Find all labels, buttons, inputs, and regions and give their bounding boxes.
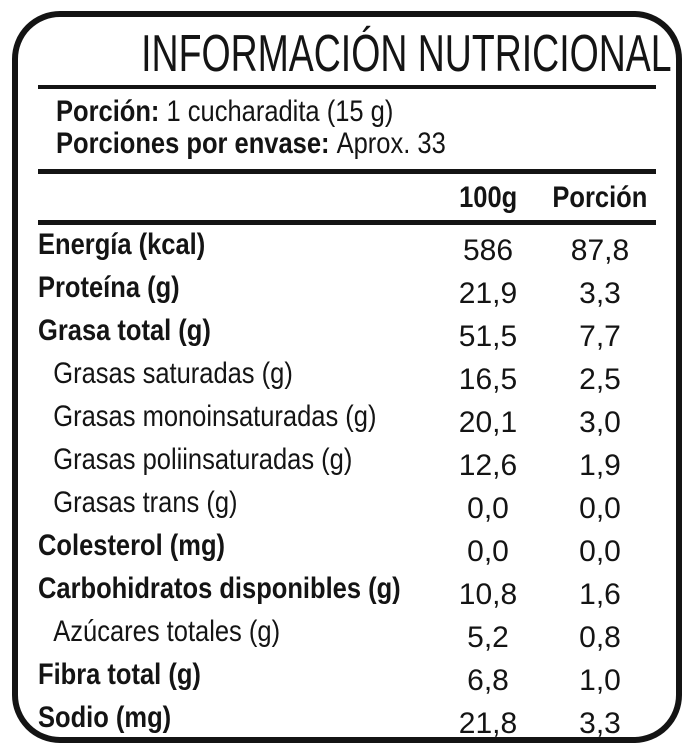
value-per-serving: 0,0: [579, 535, 621, 568]
table-row: [38, 268, 656, 311]
value-per-100g: 12,6: [458, 449, 518, 482]
value-per-serving: 0,8: [579, 621, 621, 654]
nutrient-name-cell: [38, 223, 432, 269]
nutrient-name-cell: [38, 354, 432, 397]
value-per-100g: 5,2: [467, 621, 509, 654]
value-per-100g: 6,8: [467, 664, 509, 697]
value-per-serving: 1,6: [579, 578, 621, 611]
serving-info: [38, 89, 656, 169]
servings-per-container-line: [56, 128, 656, 160]
serving-size-line: [56, 96, 656, 128]
value-per-serving: 3,3: [579, 277, 621, 310]
value-per-serving: 7,7: [579, 320, 621, 353]
table-row: [38, 311, 656, 354]
table-row: [38, 569, 656, 612]
table-row: [38, 612, 656, 655]
column-header-100g-text: 100g: [458, 181, 518, 214]
serving-size-label: Porción:: [56, 95, 160, 128]
header-spacer: [38, 174, 432, 223]
value-per-serving: 87,8: [570, 234, 630, 267]
value-per-100g: 16,5: [458, 363, 518, 396]
nutrient-name: Carbohidratos disponibles (g): [38, 572, 401, 605]
table-row: [38, 440, 656, 483]
value-per-100g: 21,9: [458, 277, 518, 310]
nutrient-name: Grasas poliinsaturadas (g): [53, 443, 353, 476]
nutrient-name-cell: [38, 397, 432, 440]
value-per-100g: 0,0: [467, 492, 509, 525]
nutrient-name: Sodio (mg): [38, 701, 172, 734]
serving-size-text: [56, 96, 393, 128]
nutrient-name: Colesterol (mg): [38, 529, 226, 562]
value-per-serving: 1,0: [579, 664, 621, 697]
nutrient-name-cell: [38, 440, 432, 483]
nutrition-table: [38, 174, 656, 741]
nutrient-name: Grasas trans (g): [53, 486, 238, 519]
table-row: [38, 483, 656, 526]
label-title: [38, 23, 672, 85]
value-per-serving: 0,0: [579, 492, 621, 525]
nutrient-name-cell: [38, 655, 432, 698]
value-per-100g: 586: [462, 234, 514, 267]
nutrient-name-cell: [38, 698, 432, 741]
table-row: [38, 698, 656, 741]
nutrient-name-cell: [38, 483, 432, 526]
column-header-porcion-text: Porción: [552, 181, 648, 214]
table-row: [38, 655, 656, 698]
value-per-100g: 10,8: [458, 578, 518, 611]
serving-size-value: 1 cucharadita (15 g): [166, 95, 394, 128]
nutrient-name: Proteína (g): [38, 271, 180, 304]
value-per-100g: 51,5: [458, 320, 518, 353]
header-row: [38, 174, 656, 223]
nutrient-name-cell: [38, 268, 432, 311]
value-per-serving: 3,0: [579, 406, 621, 439]
servings-per-container-label: Porciones por envase:: [56, 127, 330, 160]
nutrient-name: Grasas monoinsaturadas (g): [53, 400, 377, 433]
nutrient-name-cell: [38, 526, 432, 569]
value-per-100g: 21,8: [458, 707, 518, 740]
nutrient-name: Fibra total (g): [38, 658, 201, 691]
table-row: [38, 223, 656, 269]
nutrient-name: Azúcares totales (g): [53, 615, 281, 648]
nutrient-name: Grasa total (g): [38, 314, 211, 347]
column-header-porcion: [544, 174, 656, 223]
value-per-serving: 3,3: [579, 707, 621, 740]
nutrition-table-body: [38, 223, 656, 742]
nutrient-name-cell: [38, 612, 432, 655]
table-row: [38, 526, 656, 569]
servings-per-container-value: Aprox. 33: [336, 127, 446, 160]
value-per-100g: 0,0: [467, 535, 509, 568]
value-per-serving: 2,5: [579, 363, 621, 396]
nutrient-name: Energía (kcal): [38, 228, 206, 261]
nutrition-table-header: [38, 174, 656, 223]
value-per-serving: 1,9: [579, 449, 621, 482]
column-header-100g: [432, 174, 544, 223]
table-row: [38, 354, 656, 397]
label-title-text: INFORMACIÓN NUTRICIONAL: [141, 25, 672, 83]
nutrition-label-panel: [12, 11, 682, 743]
table-row: [38, 397, 656, 440]
value-per-100g: 20,1: [458, 406, 518, 439]
nutrient-name-cell: [38, 569, 432, 612]
servings-per-container-text: [56, 128, 446, 160]
nutrient-name: Grasas saturadas (g): [53, 357, 293, 390]
nutrient-name-cell: [38, 311, 432, 354]
